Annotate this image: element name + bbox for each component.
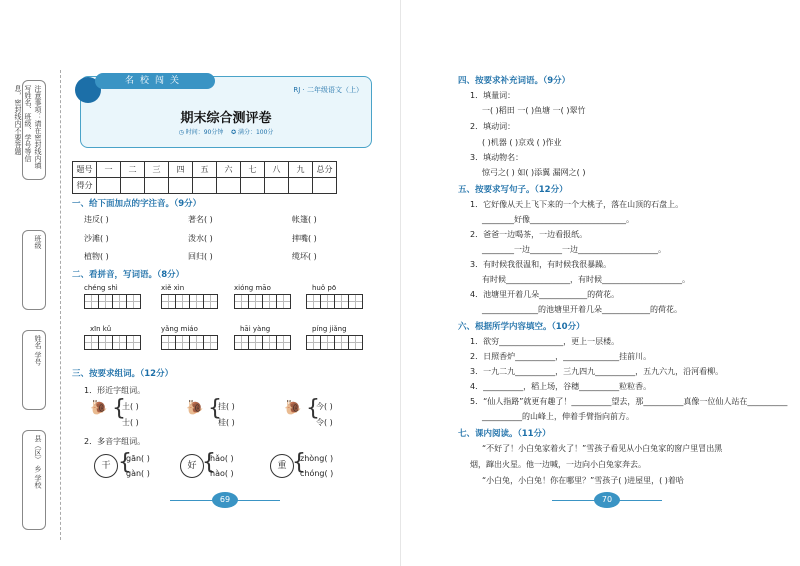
polyphone-char: 重 [270,454,294,478]
score-input-cell[interactable] [217,178,241,194]
brace-icon: { [118,450,132,475]
writing-grid[interactable] [306,335,362,350]
pinyin-label: xīn kǔ [90,325,112,333]
pinyin-label: yǎng miáo [161,325,198,333]
score-input-cell[interactable] [241,178,265,194]
reading-line: 烟，蹿出火星。他一边喊，一边向小白兔家奔去。 [470,460,646,469]
pinyin-label: chéng shì [84,284,118,292]
s6-line: 1．欲穷________________，更上一层楼。 [470,337,620,346]
s4-a2: ( )机器 ( )京戏 ( )作业 [482,138,562,147]
brace-icon: { [306,396,320,421]
s1-item: 回归( ) [188,252,213,261]
writing-grid[interactable] [161,294,217,309]
notice-box: 注意事项：请在密封线内填写姓名、班级、学号等信息，密封线内不要答题 [22,80,46,180]
star-icon: ✪ [231,129,237,136]
table-cell: 七 [241,162,265,178]
writing-grid[interactable] [306,294,362,309]
s5-line: 2．爸爸一边喝茶，一边看报纸。 [470,230,588,239]
s6-line: 3．一九二九__________，三九四九__________，五九六九，沿河看柳。 [470,367,724,376]
page-number-left: 69 [212,492,238,508]
s6-line: 4．__________，稻上场，谷穗__________粒粒香。 [470,382,652,391]
pinyin-label: xióng māo [234,284,271,292]
table-cell: 三 [145,162,169,178]
snail-icon: 🐌 [186,400,204,416]
section-7-title: 七、课内阅读。（11分） [458,429,551,439]
s4-q1: 1．填量词： [470,91,516,100]
s1-item: 摔嘴( ) [292,234,317,243]
s5-line: ________一边________一边____________________。 [482,245,666,254]
table-cell: 六 [217,162,241,178]
s5-line: ________好像________________________。 [482,215,634,224]
s4-a1: 一( )稻田 一( )鱼塘 一( )翠竹 [482,106,586,115]
page-fold [400,0,401,566]
s4-q3: 3．填动物名： [470,153,524,162]
s3-q2: 2．多音字组词。 [84,437,146,446]
brace-icon: { [208,396,222,421]
header-badge: 名校闯关 [95,73,215,89]
table-cell: 五 [193,162,217,178]
score-table [72,161,337,194]
s4-q2: 2．填动词： [470,122,516,131]
section-2-title: 二、看拼音，写词语。（8分） [72,270,185,280]
name-field: 姓名 学号 [22,330,46,410]
grade-label: RJ · 二年级语文（上） [293,86,363,94]
exam-meta [81,127,371,136]
s1-item: 泼水( ) [188,234,213,243]
s1-item: 植物( ) [84,252,109,261]
table-cell: 八 [265,162,289,178]
exam-score: 满分：100分 [237,129,274,136]
table-cell: 九 [289,162,313,178]
pinyin-label: hāi yàng [240,325,271,333]
polyphone-char: 好 [180,454,204,478]
clock-icon: ◷ [178,129,184,136]
school-field: 县（区） 乡 学校 [22,430,46,530]
s1-item: 帐篷( ) [292,215,317,224]
s1-item: 缆坏( ) [292,252,317,261]
score-input-cell[interactable] [193,178,217,194]
pinyin-label: huǒ pō [312,284,337,292]
brace-icon: { [202,450,216,475]
exam-header [80,76,372,148]
s3-word: gàn( ) [126,469,150,478]
binding-margin [14,80,48,530]
writing-grid[interactable] [234,335,290,350]
s3-word: zhòng( ) [300,454,334,463]
pinyin-label: píng jiǎng [312,325,347,333]
s4-a3: 惊弓之( ) 如( )添翼 漏网之( ) [482,168,586,177]
s6-line: __________的山峰上，伸着手臂指向前方。 [482,412,634,421]
s3-word: hào( ) [210,469,234,478]
score-input-cell[interactable] [169,178,193,194]
section-3-title: 三、按要求组词。（12分） [72,369,174,379]
table-cell: 四 [169,162,193,178]
s3-word: 挂( ) [218,402,235,411]
section-6-title: 六、根据所学内容填空。（10分） [458,322,585,332]
s1-item: 沙滩( ) [84,234,109,243]
s3-word: 今( ) [316,402,333,411]
table-cell: 得分 [73,178,97,194]
writing-grid[interactable] [234,294,290,309]
snail-icon: 🐌 [90,400,108,416]
table-cell: 总分 [313,162,337,178]
s6-line: 2．日照香炉__________，______________挂前川。 [470,352,652,361]
table-cell: 一 [97,162,121,178]
snail-icon: 🐌 [284,400,302,416]
s3-word: hǎo( ) [210,454,234,463]
score-input-cell[interactable] [121,178,145,194]
pinyin-label: xiě xìn [161,284,185,292]
writing-grid[interactable] [84,335,140,350]
s6-line: 5．“仙人指路”就更有趣了！__________望去，那__________真像一位仙人站在__________ [470,397,788,406]
section-5-title: 五、按要求写句子。（12分） [458,185,568,195]
writing-grid[interactable] [161,335,217,350]
s1-item: 著名( ) [188,215,213,224]
table-cell: 二 [121,162,145,178]
brace-icon: { [112,396,126,421]
s3-word: 土( ) [122,402,139,411]
reading-line: “小白兔，小白兔！你在哪里？”雪孩子( )进屋里，( )着哈 [482,476,684,485]
s3-word: 令( ) [316,418,333,427]
class-field: 班级 [22,230,46,310]
exam-time: 时间：90分钟 [185,129,224,136]
s1-item: 违反( ) [84,215,109,224]
section-4-title: 四、按要求补充词语。（9分） [458,76,571,86]
s3-word: 桂( ) [218,418,235,427]
score-table-header [73,162,337,178]
writing-grid[interactable] [84,294,140,309]
s3-q1: 1．形近字组词。 [84,386,146,395]
s5-line: 4．池塘里开着几朵____________的荷花。 [470,290,620,299]
table-cell: 题号 [73,162,97,178]
s3-word: gān( ) [126,454,150,463]
brace-icon: { [292,450,306,475]
page-number-right: 70 [594,492,620,508]
score-input-cell[interactable] [145,178,169,194]
s5-line: ______________的池塘里开着几朵____________的荷花。 [482,305,682,314]
s5-line: 3．有时候我很温和，有时候我很暴躁。 [470,260,612,269]
seal-line [60,70,61,540]
polyphone-char: 干 [94,454,118,478]
score-input-cell[interactable] [289,178,313,194]
s3-word: 士( ) [122,418,139,427]
score-table-row [73,178,337,194]
reading-line: “不好了！小白兔家着火了！”雪孩子看见从小白兔家的窗户里冒出黑 [482,444,723,453]
score-input-cell[interactable] [313,178,337,194]
score-input-cell[interactable] [97,178,121,194]
s3-word: chóng( ) [300,469,334,478]
score-input-cell[interactable] [265,178,289,194]
exam-title: 期末综合测评卷 [180,111,272,126]
s5-line: 有时候________________，有时候____________________。 [482,275,690,284]
section-1-title: 一、给下面加点的字注音。（9分） [72,199,202,209]
s5-line: 1．它好像从天上飞下来的一个大桃子，落在山顶的石盘上。 [470,200,684,209]
